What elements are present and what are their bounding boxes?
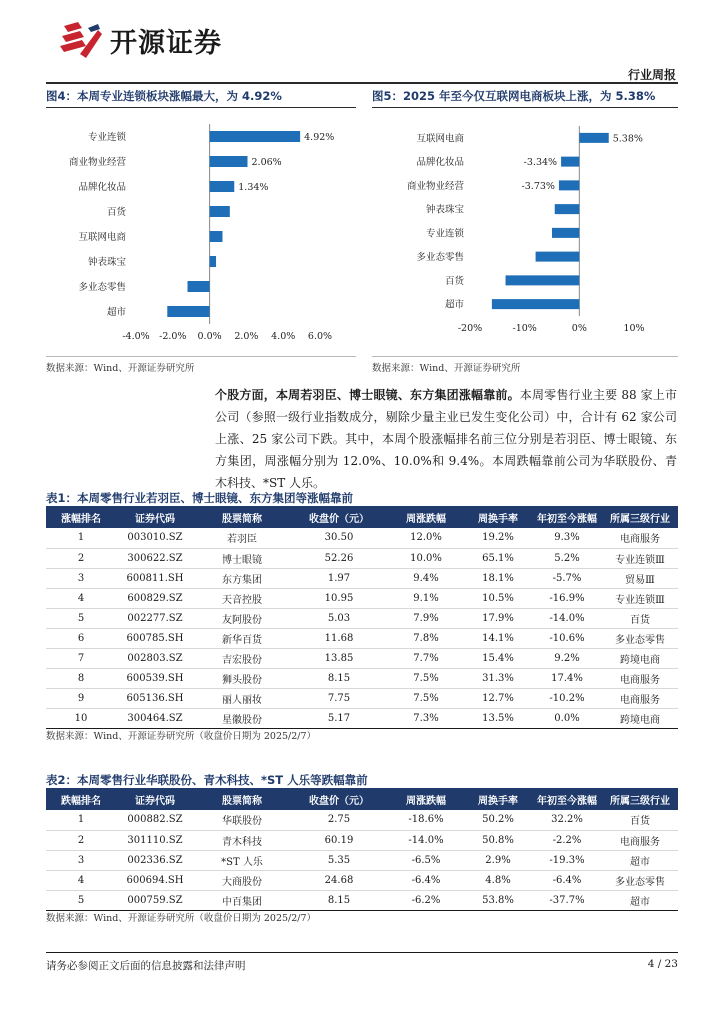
table2-cell-4-5: 53.8% (464, 890, 532, 910)
table1-cell-7-2: 狮头股份 (194, 668, 290, 688)
fig4-category-label-0: 专业连锁 (87, 132, 126, 143)
table1-cell-7-3: 8.15 (290, 668, 388, 688)
fig5-category-label-0: 互联网电商 (416, 133, 464, 145)
table1-cell-8-4: 7.5% (388, 688, 464, 708)
fig4-category-label-3: 百货 (106, 207, 126, 218)
table1-cell-9-7: 跨境电商 (602, 708, 678, 728)
paragraph-lead: 个股方面，本周若羽臣、博士眼镜、东方集团涨幅靠前。 (215, 388, 520, 402)
fig4-data-label-0: 4.92% (304, 132, 335, 143)
table1-cell-2-1: 600811.SH (116, 568, 194, 588)
table2-cell-3-4: -6.4% (388, 870, 464, 890)
table1-cell-6-5: 15.4% (464, 648, 532, 668)
table2-cell-0-2: 华联股份 (194, 810, 290, 830)
fig5-data-label-1: -3.34% (523, 157, 558, 169)
table2-cell-4-2: 中百集团 (194, 890, 290, 910)
table1-cell-3-3: 10.95 (290, 588, 388, 608)
table2-cell-2-6: -19.3% (532, 850, 602, 870)
table2-cell-2-4: -6.5% (388, 850, 464, 870)
table2-cell-0-1: 000882.SZ (116, 810, 194, 830)
table1-cell-3-0: 4 (46, 588, 116, 608)
table2-cell-1-2: 青木科技 (194, 830, 290, 850)
table1-cell-3-7: 专业连锁Ⅲ (602, 588, 678, 608)
table1-cell-5-3: 11.68 (290, 628, 388, 648)
table1-cell-8-6: -10.2% (532, 688, 602, 708)
table1-source: 数据来源：Wind、开源证券研究所（收盘价日期为 2025/2/7） (46, 731, 317, 742)
table1-cell-0-5: 19.2% (464, 528, 532, 548)
table1-cell-0-4: 12.0% (388, 528, 464, 548)
fig5-bar-3 (555, 204, 580, 214)
table1-cell-7-1: 600539.SH (116, 668, 194, 688)
fig4-caption-rule (46, 107, 356, 108)
table1-cell-3-1: 600829.SZ (116, 588, 194, 608)
body-paragraph (215, 384, 677, 494)
table1-cell-5-6: -10.6% (532, 628, 602, 648)
fig4-tick-label-1: -2.0% (159, 331, 187, 342)
table2-cell-4-0: 5 (46, 890, 116, 910)
fig4-tick-label-2: 0.0% (197, 331, 222, 342)
table1-cell-6-6: 9.2% (532, 648, 602, 668)
table2-cell-3-2: 大商股份 (194, 870, 290, 890)
fig5-bar-4 (552, 228, 579, 238)
table2-header-3: 收盘价（元） (290, 788, 388, 810)
table1-cell-5-1: 600785.SH (116, 628, 194, 648)
table2-header-1: 证券代码 (116, 788, 194, 810)
table1-cell-4-5: 17.9% (464, 608, 532, 628)
table1-cell-7-0: 8 (46, 668, 116, 688)
brand-logo (58, 20, 222, 60)
table1-cell-4-1: 002277.SZ (116, 608, 194, 628)
table1-cell-8-7: 电商服务 (602, 688, 678, 708)
table-row (46, 608, 678, 628)
table1-cell-0-1: 003010.SZ (116, 528, 194, 548)
table2-cell-4-4: -6.2% (388, 890, 464, 910)
table-row (46, 668, 678, 688)
fig5-category-label-5: 多业态零售 (416, 252, 464, 264)
table1-cell-4-4: 7.9% (388, 608, 464, 628)
fig5-bar-1 (561, 157, 579, 167)
table1-header-4: 周涨跌幅 (388, 506, 464, 528)
fig4-bar-5 (210, 256, 216, 267)
table-row (46, 628, 678, 648)
table1-cell-2-5: 18.1% (464, 568, 532, 588)
fig5-caption-rule (372, 107, 678, 108)
table2-cell-1-4: -14.0% (388, 830, 464, 850)
table2-cell-0-7: 百货 (602, 810, 678, 830)
table1-cell-1-2: 博士眼镜 (194, 548, 290, 568)
table1-cell-7-6: 17.4% (532, 668, 602, 688)
table2-cell-3-6: -6.4% (532, 870, 602, 890)
table2-cell-0-5: 50.2% (464, 810, 532, 830)
table1-cell-6-2: 吉宏股份 (194, 648, 290, 668)
brand-mark-icon (58, 20, 104, 60)
table1-header-3: 收盘价（元） (290, 506, 388, 528)
table2-cell-4-7: 超市 (602, 890, 678, 910)
fig4-category-label-6: 多业态零售 (78, 282, 126, 293)
fig5-category-label-7: 超市 (444, 299, 464, 311)
table-row (46, 830, 678, 850)
table2-cell-2-3: 5.35 (290, 850, 388, 870)
fig5-category-label-6: 百货 (444, 275, 464, 287)
table1-cell-3-2: 天音控股 (194, 588, 290, 608)
fig5-tick-label-0: -20% (457, 323, 483, 334)
table-row (46, 810, 678, 830)
fig4-category-label-5: 钟表珠宝 (87, 257, 126, 268)
table1-cell-5-7: 多业态零售 (602, 628, 678, 648)
table2-header-5: 周换手率 (464, 788, 532, 810)
fig5-caption: 图5：2025 年至今仅互联网电商板块上涨，为 5.38% (372, 89, 656, 103)
table1-cell-9-5: 13.5% (464, 708, 532, 728)
table2-cell-2-0: 3 (46, 850, 116, 870)
table1-cell-7-4: 7.5% (388, 668, 464, 688)
table1-header-5: 周换手率 (464, 506, 532, 528)
table1-cell-2-7: 贸易Ⅲ (602, 568, 678, 588)
table2-cell-2-2: *ST 人乐 (194, 850, 290, 870)
fig5-tick-label-3: 10% (623, 323, 645, 334)
fig4-bar-4 (210, 231, 223, 242)
table1-cell-0-7: 电商服务 (602, 528, 678, 548)
fig4-bar-3 (210, 206, 230, 217)
table2-header-4: 周涨跌幅 (388, 788, 464, 810)
table2-header-2: 股票简称 (194, 788, 290, 810)
table1-cell-8-2: 丽人丽妆 (194, 688, 290, 708)
table2-cell-3-5: 4.8% (464, 870, 532, 890)
table-row (46, 708, 678, 728)
paragraph-body: 本周零售行业主要 88 家上市公司（参照一级行业指数成分，剔除少量主业已发生变化公司）中，合计有 62 家公司上涨、25 家公司下跌。其中，本周个股涨幅排名前三位分别是若羽臣、博士眼镜、东方集团，周涨幅分别为 12.0%、10.0%和 9.4%。本周跌幅靠前公司为华联股份、青木科技、*ST 人乐。 (215, 388, 677, 490)
fig4-tick-label-4: 4.0% (271, 331, 296, 342)
fig5-data-label-2: -3.73% (521, 180, 555, 192)
table2-cell-1-3: 60.19 (290, 830, 388, 850)
fig4-tick-label-5: 6.0% (307, 331, 333, 342)
table1-header-0: 涨幅排名 (46, 506, 116, 528)
footer-rule (46, 952, 678, 953)
footer-disclaimer: 请务必参阅正文后面的信息披露和法律声明 (46, 960, 246, 972)
table1-cell-3-4: 9.1% (388, 588, 464, 608)
table2-cell-3-1: 600694.SH (116, 870, 194, 890)
fig5-bar-0 (579, 133, 608, 143)
table1-cell-1-6: 5.2% (532, 548, 602, 568)
table2-cell-1-1: 301110.SZ (116, 830, 194, 850)
table2-cell-1-0: 2 (46, 830, 116, 850)
table1-cell-1-0: 2 (46, 548, 116, 568)
table1-cell-7-5: 31.3% (464, 668, 532, 688)
table1-cell-1-1: 300622.SZ (116, 548, 194, 568)
fig4-bar-0 (210, 131, 301, 142)
table1-cell-1-4: 10.0% (388, 548, 464, 568)
table2-cell-0-4: -18.6% (388, 810, 464, 830)
fig4-bar-6 (188, 281, 210, 292)
table1 (46, 506, 678, 729)
table1-cell-6-1: 002803.SZ (116, 648, 194, 668)
table1-cell-8-1: 605136.SH (116, 688, 194, 708)
fig4-source-rule (46, 356, 356, 357)
table2-cell-2-7: 超市 (602, 850, 678, 870)
table-row (46, 568, 678, 588)
table1-cell-4-6: -14.0% (532, 608, 602, 628)
fig5-bar-7 (492, 299, 579, 309)
table2-cell-2-5: 2.9% (464, 850, 532, 870)
table-row (46, 850, 678, 870)
fig5-source: 数据来源：Wind、开源证券研究所 (372, 363, 521, 374)
fig4-bar-2 (210, 181, 235, 192)
table1-cell-3-5: 10.5% (464, 588, 532, 608)
table1-cell-2-2: 东方集团 (194, 568, 290, 588)
table2-cell-3-3: 24.68 (290, 870, 388, 890)
table1-cell-9-1: 300464.SZ (116, 708, 194, 728)
table1-cell-1-7: 专业连锁Ⅲ (602, 548, 678, 568)
table1-header-row (46, 506, 678, 528)
table2-cell-4-1: 000759.SZ (116, 890, 194, 910)
table1-header-6: 年初至今涨幅 (532, 506, 602, 528)
fig4-category-label-2: 品牌化妆品 (78, 182, 126, 193)
fig5-bar-6 (506, 275, 580, 285)
fig4-category-label-7: 超市 (106, 307, 126, 318)
fig4-category-label-4: 互联网电商 (78, 232, 126, 243)
table2-header-0: 跌幅排名 (46, 788, 116, 810)
fig5-tick-label-1: -10% (512, 323, 537, 334)
table1-cell-6-4: 7.7% (388, 648, 464, 668)
fig5-category-label-4: 专业连锁 (425, 228, 464, 240)
table1-cell-9-3: 5.17 (290, 708, 388, 728)
table1-cell-2-0: 3 (46, 568, 116, 588)
fig4-chart (46, 112, 356, 352)
fig5-tick-label-2: 0% (571, 323, 587, 334)
table1-cell-5-0: 6 (46, 628, 116, 648)
page-number: 4 / 23 (647, 958, 678, 970)
table-row (46, 528, 678, 548)
table1-cell-7-7: 电商服务 (602, 668, 678, 688)
fig5-bar-2 (559, 180, 579, 190)
fig5-chart (372, 112, 678, 352)
table1-header-1: 证券代码 (116, 506, 194, 528)
fig4-data-label-2: 1.34% (238, 182, 269, 193)
fig4-bar-1 (210, 156, 248, 167)
table2-cell-3-7: 多业态零售 (602, 870, 678, 890)
table2 (46, 788, 678, 911)
table1-cell-5-2: 新华百货 (194, 628, 290, 648)
table2-cell-3-0: 4 (46, 870, 116, 890)
table1-cell-0-6: 9.3% (532, 528, 602, 548)
table1-cell-0-3: 30.50 (290, 528, 388, 548)
table1-cell-9-4: 7.3% (388, 708, 464, 728)
table-row (46, 870, 678, 890)
table2-cell-1-5: 50.8% (464, 830, 532, 850)
fig4-category-label-1: 商业物业经营 (68, 157, 126, 168)
table2-cell-1-6: -2.2% (532, 830, 602, 850)
table2-cell-2-1: 002336.SZ (116, 850, 194, 870)
table1-cell-9-6: 0.0% (532, 708, 602, 728)
table1-cell-1-5: 65.1% (464, 548, 532, 568)
table1-cell-4-3: 5.03 (290, 608, 388, 628)
table1-cell-0-2: 若羽臣 (194, 528, 290, 548)
header-rule (46, 82, 678, 84)
table-row (46, 688, 678, 708)
fig5-category-label-3: 钟表珠宝 (425, 204, 464, 216)
table2-source: 数据来源：Wind、开源证券研究所（收盘价日期为 2025/2/7） (46, 913, 317, 924)
fig5-data-label-0: 5.38% (612, 133, 643, 145)
table1-cell-9-2: 星徽股份 (194, 708, 290, 728)
table1-cell-2-4: 9.4% (388, 568, 464, 588)
fig5-category-label-2: 商业物业经营 (406, 180, 464, 192)
fig4-tick-label-3: 2.0% (234, 331, 259, 342)
table1-cell-4-0: 5 (46, 608, 116, 628)
table2-cell-1-7: 电商服务 (602, 830, 678, 850)
fig4-tick-label-0: -4.0% (122, 331, 150, 342)
table1-cell-1-3: 52.26 (290, 548, 388, 568)
fig5-category-label-1: 品牌化妆品 (416, 157, 464, 169)
brand-name: 开源证券 (110, 27, 222, 59)
table1-cell-5-4: 7.8% (388, 628, 464, 648)
fig4-source: 数据来源：Wind、开源证券研究所 (46, 363, 195, 374)
fig5-source-rule (372, 356, 678, 357)
fig4-bar-7 (167, 306, 209, 317)
fig4-data-label-1: 2.06% (251, 157, 282, 168)
table1-cell-2-6: -5.7% (532, 568, 602, 588)
table-row (46, 588, 678, 608)
table2-cell-0-3: 2.75 (290, 810, 388, 830)
table2-header-7: 所属三级行业 (602, 788, 678, 810)
table2-header-row (46, 788, 678, 810)
table1-cell-8-0: 9 (46, 688, 116, 708)
table1-cell-2-3: 1.97 (290, 568, 388, 588)
table2-cell-0-6: 32.2% (532, 810, 602, 830)
table-row (46, 890, 678, 910)
table1-cell-6-7: 跨境电商 (602, 648, 678, 668)
table1-header-7: 所属三级行业 (602, 506, 678, 528)
table2-caption: 表2：本周零售行业华联股份、青木科技、*ST 人乐等跌幅靠前 (46, 773, 368, 787)
table1-cell-6-0: 7 (46, 648, 116, 668)
table1-cell-4-7: 百货 (602, 608, 678, 628)
table1-caption: 表1：本周零售行业若羽臣、博士眼镜、东方集团等涨幅靠前 (46, 491, 353, 505)
table1-cell-8-3: 7.75 (290, 688, 388, 708)
table1-cell-4-2: 友阿股份 (194, 608, 290, 628)
table1-cell-3-6: -16.9% (532, 588, 602, 608)
table1-cell-8-5: 12.7% (464, 688, 532, 708)
table2-cell-4-3: 8.15 (290, 890, 388, 910)
table1-header-2: 股票简称 (194, 506, 290, 528)
table1-cell-5-5: 14.1% (464, 628, 532, 648)
table2-cell-0-0: 1 (46, 810, 116, 830)
doc-type-label: 行业周报 (627, 68, 676, 82)
table1-cell-0-0: 1 (46, 528, 116, 548)
table1-cell-6-3: 13.85 (290, 648, 388, 668)
table-row (46, 648, 678, 668)
fig4-caption: 图4：本周专业连锁板块涨幅最大，为 4.92% (46, 89, 282, 103)
table2-header-6: 年初至今涨幅 (532, 788, 602, 810)
fig5-bar-5 (536, 252, 580, 262)
table-row (46, 548, 678, 568)
table2-cell-4-6: -37.7% (532, 890, 602, 910)
table1-cell-9-0: 10 (46, 708, 116, 728)
